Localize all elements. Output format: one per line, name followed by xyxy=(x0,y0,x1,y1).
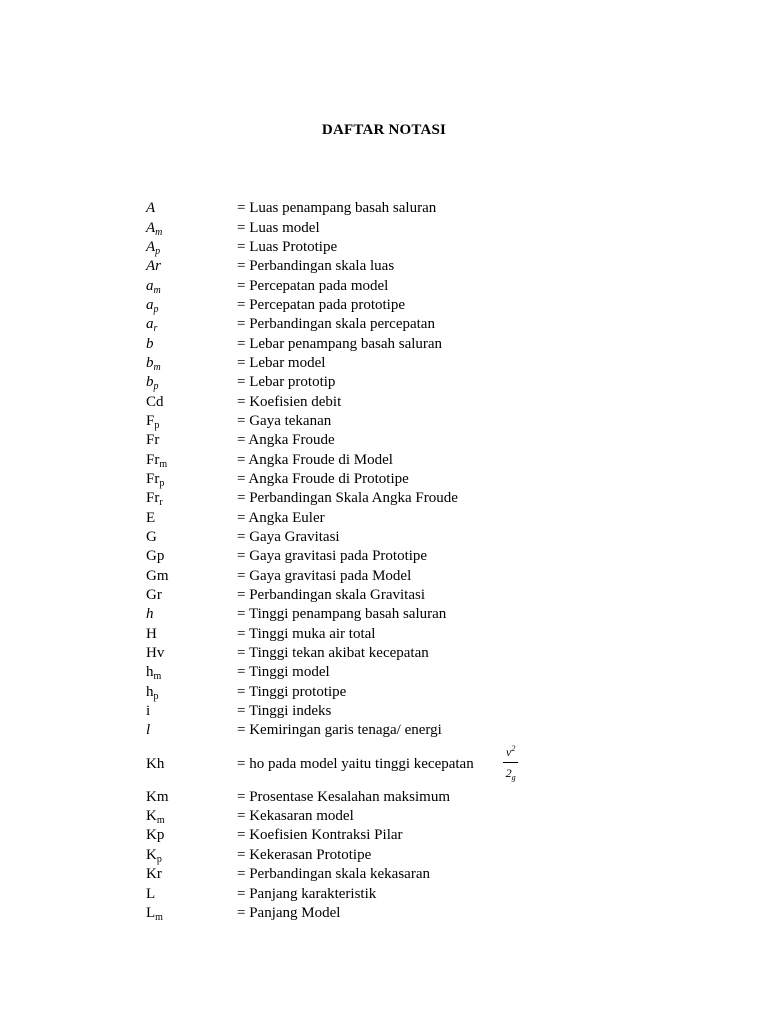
notation-description: = Perbandingan skala Gravitasi xyxy=(237,587,425,604)
notation-row xyxy=(146,865,746,884)
symbol-base: l xyxy=(146,722,151,739)
symbol-subscript: p xyxy=(153,303,159,315)
symbol-base: h xyxy=(146,664,154,681)
symbol-subscript: m xyxy=(153,671,162,683)
symbol-base: E xyxy=(146,509,156,526)
notation-row xyxy=(146,721,746,740)
symbol-base: Cd xyxy=(146,393,164,410)
notation-symbol xyxy=(146,316,237,333)
symbol-base: Hv xyxy=(146,645,165,662)
notation-symbol xyxy=(146,374,237,391)
symbol-subscript: m xyxy=(153,361,161,373)
symbol-base: Km xyxy=(146,788,169,805)
symbol-base: i xyxy=(146,703,151,720)
notation-description: = Panjang Model xyxy=(237,904,341,921)
symbol-base: a xyxy=(146,296,154,313)
notation-row xyxy=(146,683,746,702)
symbol-base: F xyxy=(146,412,155,429)
notation-description: = Angka Euler xyxy=(237,509,325,526)
notation-row xyxy=(146,276,746,295)
notation-row xyxy=(146,663,746,682)
notation-row xyxy=(146,625,746,644)
symbol-subscript: p xyxy=(156,853,162,865)
notation-symbol xyxy=(146,510,237,527)
notation-description: = Tinggi indeks xyxy=(237,703,332,720)
notation-symbol xyxy=(146,336,237,353)
notation-row xyxy=(146,218,746,237)
notation-row xyxy=(146,489,746,508)
notation-description: = Tinggi penampang basah saluran xyxy=(237,606,447,623)
notation-description: = ho pada model yaitu tinggi kecepatan xyxy=(237,755,474,772)
notation-description: = Tinggi tekan akibat kecepatan xyxy=(237,645,429,662)
notation-symbol xyxy=(146,664,237,681)
symbol-base: H xyxy=(146,625,157,642)
notation-symbol xyxy=(146,645,237,662)
notation-description: = Perbandingan skala luas xyxy=(237,258,395,275)
symbol-subscript: m xyxy=(155,226,163,238)
notation-description: = Luas model xyxy=(237,219,320,236)
notation-row xyxy=(146,296,746,315)
symbol-subscript: p xyxy=(153,381,159,393)
notation-row xyxy=(146,884,746,903)
symbol-base: L xyxy=(146,885,156,902)
notation-description: = Koefisien debit xyxy=(237,393,342,410)
notation-symbol xyxy=(146,568,237,585)
notation-symbol xyxy=(146,239,237,256)
notation-list xyxy=(146,199,746,923)
symbol-base: Fr xyxy=(146,490,160,507)
notation-description: = Perbandingan skala kekasaran xyxy=(237,866,430,883)
notation-symbol xyxy=(146,413,237,430)
symbol-base: Gr xyxy=(146,587,162,604)
notation-description: = Lebar model xyxy=(237,354,326,371)
notation-row xyxy=(146,450,746,469)
notation-symbol xyxy=(146,471,237,488)
notation-row xyxy=(146,528,746,547)
notation-row xyxy=(146,702,746,721)
notation-description: = Gaya Gravitasi xyxy=(237,529,340,546)
notation-description: = Luas Prototipe xyxy=(237,238,338,255)
notation-row xyxy=(146,547,746,566)
page-title: DAFTAR NOTASI xyxy=(321,122,447,138)
symbol-subscript: r xyxy=(153,323,158,335)
symbol-subscript: m xyxy=(155,911,163,923)
symbol-base: a xyxy=(146,277,154,294)
numerator-var: v xyxy=(506,745,512,760)
notation-symbol xyxy=(146,606,237,623)
notation-row xyxy=(146,431,746,450)
symbol-base: Fr xyxy=(146,432,160,449)
symbol-base: Kp xyxy=(146,827,165,844)
notation-symbol xyxy=(146,432,237,449)
notation-symbol xyxy=(146,587,237,604)
notation-description: = Angka Froude di Prototipe xyxy=(237,470,409,487)
symbol-base: h xyxy=(146,683,154,700)
notation-row xyxy=(146,373,746,392)
notation-symbol xyxy=(146,278,237,295)
fraction-numerator xyxy=(503,746,518,763)
notation-row xyxy=(146,238,746,257)
symbol-base: K xyxy=(146,846,157,863)
notation-symbol xyxy=(146,905,237,922)
notation-symbol xyxy=(146,626,237,643)
notation-row xyxy=(146,199,746,218)
notation-description: = Tinggi muka air total xyxy=(237,625,376,642)
symbol-subscript: p xyxy=(159,477,165,489)
notation-symbol xyxy=(146,355,237,372)
notation-symbol xyxy=(146,756,237,773)
notation-description: = Luas penampang basah saluran xyxy=(237,200,437,217)
notation-description: = Kekasaran model xyxy=(237,808,354,825)
symbol-base: Fr xyxy=(146,451,160,468)
notation-description: = Perbandingan skala percepatan xyxy=(237,316,435,333)
symbol-subscript: m xyxy=(153,284,161,296)
notation-row xyxy=(146,846,746,865)
denominator-subscript: g xyxy=(511,773,516,783)
symbol-base: A xyxy=(146,238,156,255)
notation-row xyxy=(146,567,746,586)
notation-symbol xyxy=(146,258,237,275)
numerator-exponent: 2 xyxy=(511,744,516,754)
notation-row xyxy=(146,807,746,826)
symbol-base: L xyxy=(146,904,156,921)
velocity-head-fraction xyxy=(503,746,518,782)
notation-symbol xyxy=(146,886,237,903)
notation-description: = Koefisien Kontraksi Pilar xyxy=(237,827,403,844)
symbol-subscript: m xyxy=(156,815,165,827)
notation-symbol xyxy=(146,866,237,883)
notation-row xyxy=(146,586,746,605)
notation-row xyxy=(146,470,746,489)
notation-symbol xyxy=(146,789,237,806)
symbol-base: A xyxy=(146,200,156,217)
symbol-subscript: r xyxy=(159,497,163,509)
symbol-base: Kh xyxy=(146,755,165,772)
notation-row xyxy=(146,644,746,663)
notation-symbol xyxy=(146,808,237,825)
notation-description: = Percepatan pada prototipe xyxy=(237,296,405,313)
symbol-base: b xyxy=(146,354,154,371)
notation-symbol xyxy=(146,847,237,864)
notation-description: = Prosentase Kesalahan maksimum xyxy=(237,788,450,805)
symbol-subscript: p xyxy=(155,245,161,257)
fraction-denominator xyxy=(506,763,516,782)
notation-symbol xyxy=(146,394,237,411)
notation-row xyxy=(146,904,746,923)
notation-row xyxy=(146,257,746,276)
notation-description: = Gaya gravitasi pada Prototipe xyxy=(237,548,428,565)
notation-description: = Gaya tekanan xyxy=(237,412,332,429)
symbol-base: Gm xyxy=(146,567,169,584)
notation-description: = Angka Froude di Model xyxy=(237,451,393,468)
symbol-base: G xyxy=(146,529,157,546)
notation-row xyxy=(146,315,746,334)
notation-description: = Lebar penampang basah saluran xyxy=(237,335,443,352)
notation-description: = Angka Froude xyxy=(237,432,335,449)
notation-description: = Kekerasan Prototipe xyxy=(237,846,372,863)
notation-row xyxy=(146,826,746,845)
symbol-base: Gp xyxy=(146,548,165,565)
notation-symbol xyxy=(146,297,237,314)
symbol-base: Ar xyxy=(146,258,161,275)
symbol-base: A xyxy=(146,219,156,236)
notation-row xyxy=(146,509,746,528)
symbol-subscript: p xyxy=(154,419,160,431)
notation-row xyxy=(146,334,746,353)
symbol-base: b xyxy=(146,335,154,352)
symbol-base: Fr xyxy=(146,470,160,487)
notation-symbol xyxy=(146,452,237,469)
symbol-base: h xyxy=(146,606,154,623)
symbol-subscript: p xyxy=(153,690,159,702)
symbol-base: Kr xyxy=(146,866,162,883)
notation-symbol xyxy=(146,529,237,546)
notation-description: = Percepatan pada model xyxy=(237,277,389,294)
symbol-base: a xyxy=(146,316,154,333)
notation-description: = Kemiringan garis tenaga/ energi xyxy=(237,722,442,739)
notation-symbol xyxy=(146,200,237,217)
symbol-base: K xyxy=(146,808,157,825)
notation-description: = Perbandingan Skala Angka Froude xyxy=(237,490,458,507)
notation-row xyxy=(146,354,746,373)
notation-row xyxy=(146,741,746,788)
notation-description: = Tinggi prototipe xyxy=(237,683,347,700)
symbol-base: b xyxy=(146,374,154,391)
notation-symbol xyxy=(146,548,237,565)
notation-description: = Gaya gravitasi pada Model xyxy=(237,567,412,584)
notation-description: = Tinggi model xyxy=(237,664,330,681)
notation-row xyxy=(146,605,746,624)
notation-description: = Lebar prototip xyxy=(237,374,336,391)
notation-symbol xyxy=(146,703,237,720)
notation-row xyxy=(146,392,746,411)
notation-symbol xyxy=(146,827,237,844)
notation-symbol xyxy=(146,722,237,739)
notation-symbol xyxy=(146,684,237,701)
notation-row xyxy=(146,412,746,431)
denominator-value: 2 xyxy=(505,766,512,781)
notation-description: = Panjang karakteristik xyxy=(237,885,377,902)
notation-row xyxy=(146,788,746,807)
symbol-subscript: m xyxy=(159,458,168,470)
notation-symbol xyxy=(146,220,237,237)
notation-symbol xyxy=(146,490,237,507)
